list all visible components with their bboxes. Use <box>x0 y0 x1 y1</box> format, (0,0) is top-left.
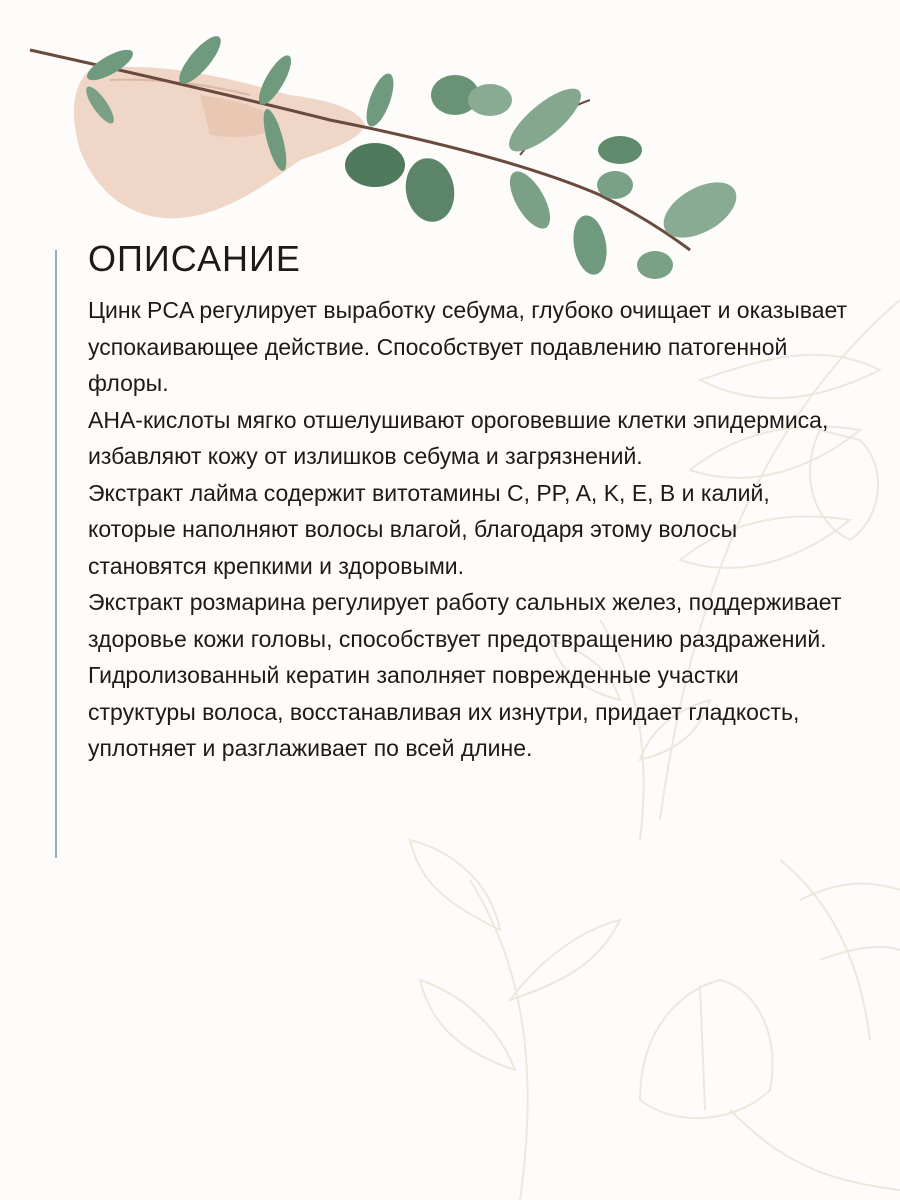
paragraph-zinc: Цинк PCA регулирует выработку себума, глубоко очищает и оказывает успокаивающее действие. Способствует подавлению патогенной флоры. <box>88 297 848 396</box>
paragraph-keratin: Гидролизованный кератин заполняет поврежденные участки структуры волоса, восстанавливая их изнутри, придает гладкость, уплотняет и разглаживает по всей длине. <box>88 662 800 761</box>
description-text <box>88 292 848 767</box>
accent-line <box>55 250 57 858</box>
paragraph-aha: AHA-кислоты мягко отшелушивают ороговевшие клетки эпидермиса, избавляют кожу от излишков себума и загрязнений. <box>88 406 829 469</box>
section-title: ОПИСАНИЕ <box>88 238 301 279</box>
paragraph-rosemary: Экстракт розмарина регулирует работу сальных желез, поддерживает здоровье кожи головы, способствует предотвращению раздражений. <box>88 589 842 652</box>
paragraph-lime: Экстракт лайма содержит витотамины С, PP, A, K, E, B и калий, которые наполняют волосы влагой, благодаря этому волосы становятся крепкими и здоровыми. <box>88 479 770 579</box>
